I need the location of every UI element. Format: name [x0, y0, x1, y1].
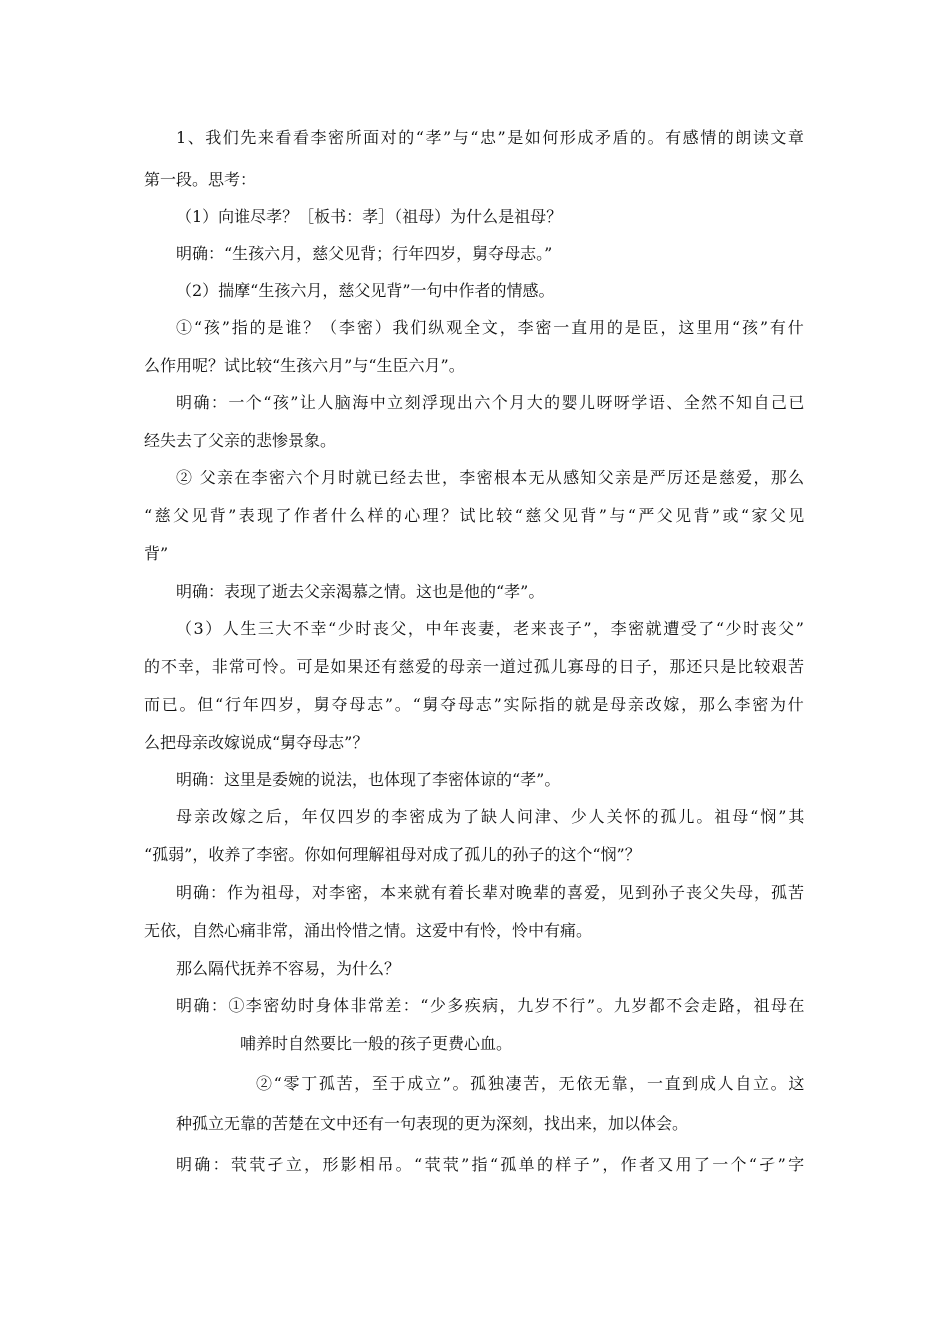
- paragraph-line: （1）向谁尽孝？［板书：孝］（祖母）为什么是祖母？: [176, 207, 563, 226]
- paragraph-line: 那么隔代抚养不容易，为什么？: [176, 959, 401, 978]
- paragraph-line: 1、我们先来看看李密所面对的“孝”与“忠”是如何形成矛盾的。有感情的朗读文章: [176, 128, 806, 147]
- paragraph-line: 无依，自然心痛非常，涌出怜惜之情。这爱中有怜，怜中有痛。: [144, 921, 593, 940]
- paragraph-line: 经失去了父亲的悲惨景象。: [144, 431, 337, 450]
- paragraph-line: 明确：这里是委婉的说法，也体现了李密体谅的“孝”。: [176, 770, 561, 789]
- paragraph-line: “慈父见背”表现了作者什么样的心理？试比较“慈父见背”与“严父见背”或“家父见: [144, 506, 807, 525]
- paragraph-line: ② 父亲在李密六个月时就已经去世，李密根本无从感知父亲是严厉还是慈爱，那么: [176, 468, 806, 487]
- paragraph-line: 第一段。思考：: [144, 170, 257, 189]
- paragraph-line: 么把母亲改嫁说成“舅夺母志”？: [144, 733, 369, 752]
- paragraph-line: ①“孩”指的是谁？（李密）我们纵观全文，李密一直用的是臣，这里用“孩”有什: [176, 318, 806, 337]
- paragraph-line: （2）揣摩“生孩六月，慈父见背”一句中作者的情感。: [176, 281, 555, 300]
- paragraph-line: 明确：一个“孩”让人脑海中立刻浮现出六个月大的婴儿呀呀学语、全然不知自己已: [176, 393, 806, 412]
- paragraph-line: ②“零丁孤苦，至于成立”。孤独凄苦，无依无靠，一直到成人自立。这: [256, 1074, 807, 1093]
- paragraph-line: 明确：①李密幼时身体非常差：“少多疾病，九岁不行”。九岁都不会走路，祖母在: [176, 996, 806, 1015]
- paragraph-line: 哺养时自然要比一般的孩子更费心血。: [240, 1034, 513, 1053]
- paragraph-line: 母亲改嫁之后，年仅四岁的李密成为了缺人问津、少人关怀的孤儿。祖母“悯”其: [176, 807, 807, 826]
- paragraph-line: 背”: [144, 544, 169, 563]
- paragraph-line: 种孤立无靠的苦楚在文中还有一句表现的更为深刻，找出来，加以体会。: [176, 1114, 689, 1133]
- paragraph-line: 明确：茕茕孑立，形影相吊。“茕茕”指“孤单的样子”，作者又用了一个“孑”字: [176, 1155, 807, 1174]
- paragraph-line: （3）人生三大不幸“少时丧父，中年丧妻，老来丧子”，李密就遭受了“少时丧父”: [176, 619, 806, 638]
- paragraph-line: 的不幸，非常可怜。可是如果还有慈爱的母亲一道过孤儿寡母的日子，那还只是比较艰苦: [144, 657, 805, 676]
- paragraph-line: 明确：“生孩六月，慈父见背；行年四岁，舅夺母志。”: [176, 244, 553, 263]
- paragraph-line: 而已。但“行年四岁，舅夺母志”。“舅夺母志”实际指的就是母亲改嫁，那么李密为什: [144, 695, 806, 714]
- paragraph-line: “孤弱”，收养了李密。你如何理解祖母对成了孤儿的孙子的这个“悯”？: [144, 845, 641, 864]
- paragraph-line: 么作用呢？试比较“生孩六月”与“生臣六月”。: [144, 356, 465, 375]
- paragraph-line: 明确：作为祖母，对李密，本来就有着长辈对晚辈的喜爱，见到孙子丧父失母，孤苦: [176, 883, 806, 902]
- paragraph-line: 明确：表现了逝去父亲渴慕之情。这也是他的“孝”。: [176, 582, 545, 601]
